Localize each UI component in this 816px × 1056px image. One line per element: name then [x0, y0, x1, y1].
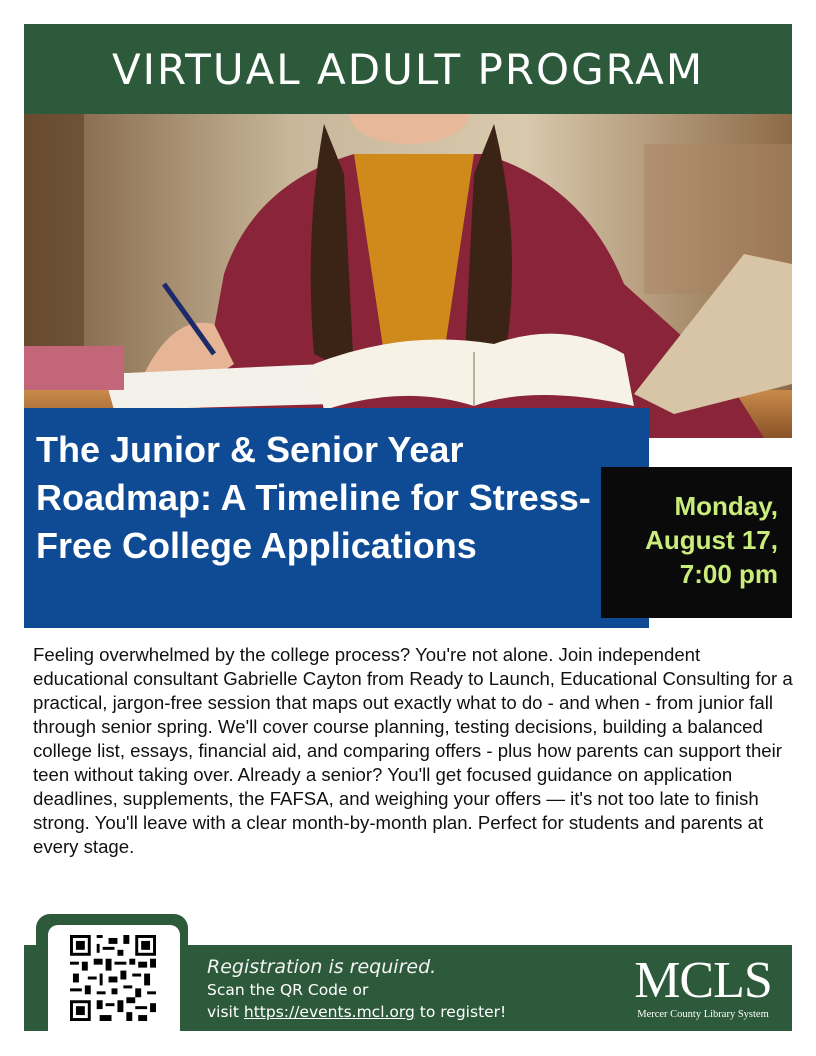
registration-required-text: Registration is required.: [207, 956, 437, 978]
student-reading-photo: [24, 114, 792, 438]
event-title: The Junior & Senior Year Roadmap: A Timeline for Stress-Free College Applications: [36, 429, 591, 566]
registration-link[interactable]: https://events.mcl.org: [243, 1003, 415, 1021]
program-heading: VIRTUAL ADULT PROGRAM: [111, 44, 705, 94]
logo-subtitle: Mercer County Library System: [637, 1009, 769, 1020]
photo-illustration: [24, 114, 792, 438]
visit-line: [207, 1001, 506, 1023]
visit-prefix: visit: [207, 1003, 244, 1021]
event-time: 7:00 pm: [679, 559, 778, 589]
visit-suffix: to register!: [414, 1003, 507, 1021]
scan-qr-text: Scan the QR Code or: [207, 981, 369, 999]
mcls-logo: [622, 952, 784, 1023]
logo-mark: MCLS: [634, 952, 772, 1009]
event-title-box: [24, 408, 649, 628]
event-date-box: [601, 467, 792, 618]
event-day: Monday,: [674, 491, 778, 521]
event-description: Feeling overwhelmed by the college process? You're not alone. Join independent educational consultant Gabrielle Cayton from Ready to Launch, Educational Consulting for a practical, jargon-free session that maps out exactly what to do - and when - from junior fall through senior spring. We'll cover course planning, testing decisions, building a balanced college list, essays, financial aid, and comparing offers - plus how parents can support their teen without taking over. Already a senior? You'll get focused guidance on application deadlines, supplements, the FAFSA, and weighing your offers — it's not too late to finish strong. You'll leave with a clear month-by-month plan. Perfect for students and parents at every stage.: [33, 644, 793, 857]
event-date: August 17,: [645, 525, 778, 555]
qr-code-icon[interactable]: [70, 935, 156, 1021]
header-band: [24, 24, 792, 114]
registration-info: [207, 955, 506, 1023]
qr-card: [48, 925, 180, 1031]
